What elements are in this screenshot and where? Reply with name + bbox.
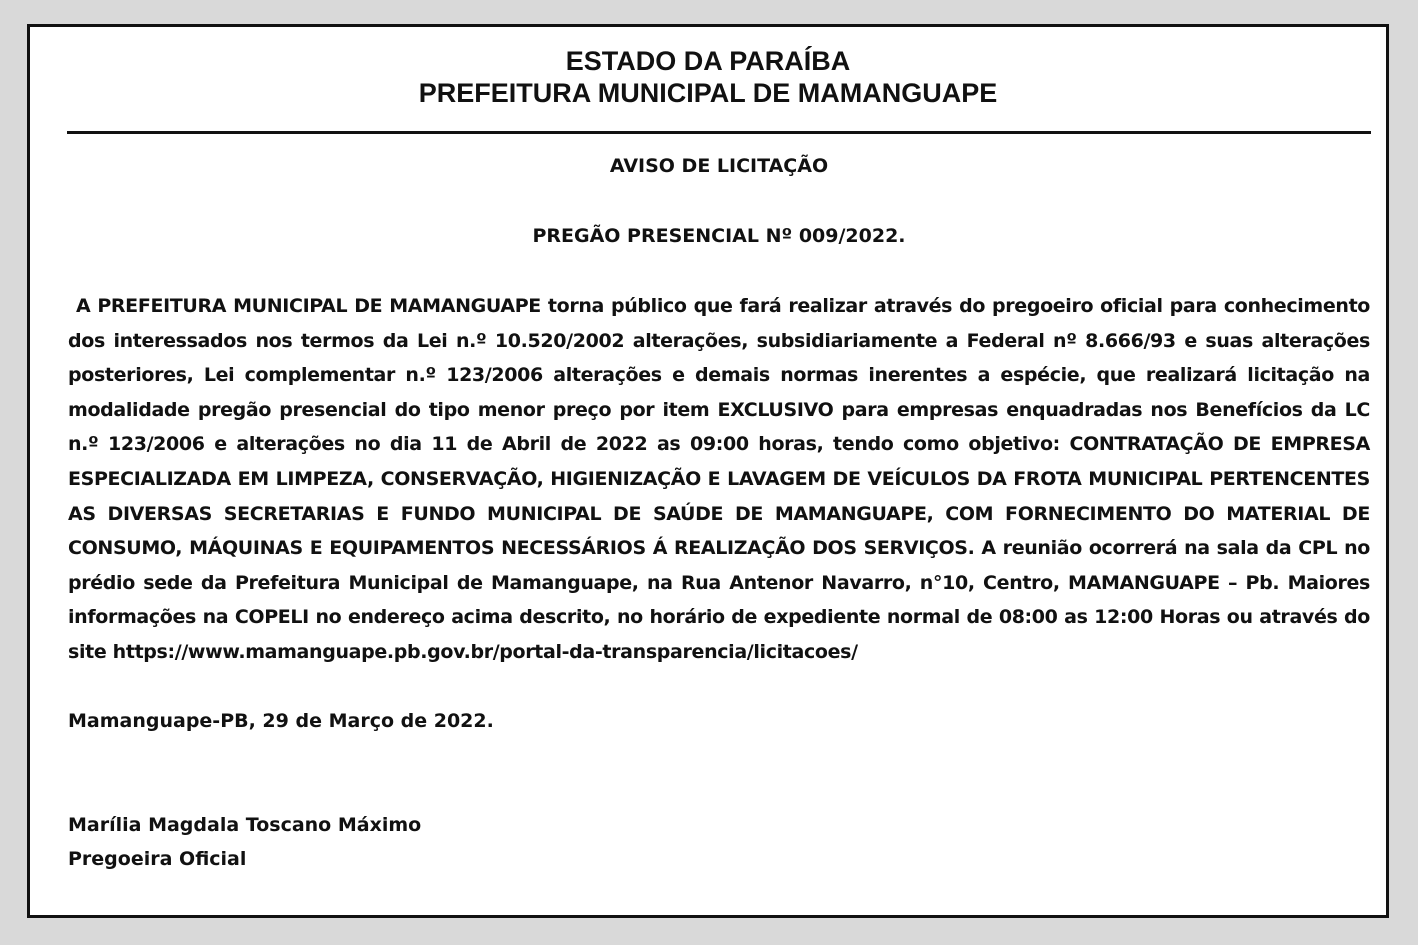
- notice-title: AVISO DE LICITAÇÃO: [609, 155, 829, 177]
- signer-role: Pregoeira Oficial: [68, 847, 247, 870]
- notice-frame: [27, 24, 1389, 918]
- state-name: ESTADO DA PARAÍBA: [565, 46, 851, 76]
- municipality-name: PREFEITURA MUNICIPAL DE MAMANGUAPE: [418, 78, 998, 108]
- header: [30, 45, 1386, 109]
- notice-subtitle: PREGÃO PRESENCIAL Nº 009/2022.: [532, 225, 906, 247]
- notice-content: [68, 147, 1370, 876]
- signer-name: Marília Magdala Toscano Máximo: [68, 813, 422, 836]
- notice-body: A PREFEITURA MUNICIPAL DE MAMANGUAPE torna público que fará realizar através do pregoeiro oficial para conhecimento dos interessados nos termos da Lei n.º 10.520/2002 alterações, subsidiariamente a Federal nº 8.666/93 e suas alterações posteriores, Lei complementar n.º 123/2006 alterações e demais normas inerentes a espécie, que realizará licitação na modalidade pregão presencial do tipo menor preço por item EXCLUSIVO para empresas enquadradas nos Benefícios da LC n.º 123/2006 e alterações no dia 11 de Abril de 2022 as 09:00 horas, tendo como objetivo: CONTRATAÇÃO DE EMPRESA ESPECIALIZADA EM LIMPEZA, CONSERVAÇÃO, HIGIENIZAÇÃO E LAVAGEM DE VEÍCULOS DA FROTA MUNICIPAL PERTENCENTES AS DIVERSAS SECRETARIAS E FUNDO MUNICIPAL DE SAÚDE DE MAMANGUAPE, COM FORNECIMENTO DO MATERIAL DE CONSUMO, MÁQUINAS E EQUIPAMENTOS NECESSÁRIOS Á REALIZAÇÃO DOS SERVIÇOS. A reunião ocorrerá na sala da CPL no prédio sede da Prefeitura Municipal de Mamanguape, na Rua Antenor Navarro, n°10, Centro, MAMANGUAPE – Pb. Maiores informações na COPELI no endereço acima descrito, no horário de expediente normal de 08:00 as 12:00 Horas ou através do site https://www.mamanguape.pb.gov.br/portal-da-transparencia/licitacoes/: [68, 295, 1370, 663]
- header-divider: [67, 131, 1371, 134]
- date-line: Mamanguape-PB, 29 de Março de 2022.: [68, 709, 494, 732]
